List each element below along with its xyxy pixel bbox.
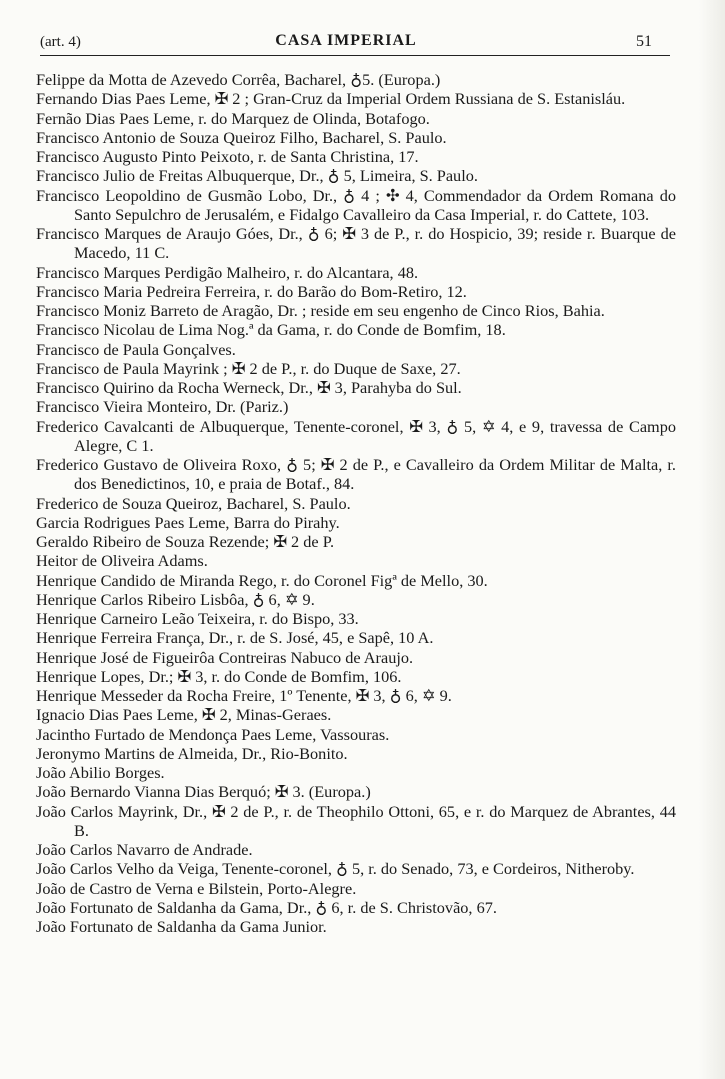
list-item: João Fortunato de Saldanha da Gama, Dr., ♁ 6, r. de S. Christovão, 67. <box>36 897 497 917</box>
list-item: João Carlos Velho da Veiga, Tenente-coronel, ♁ 5, r. do Senado, 73, e Cordeiros, Nitheroby. <box>36 859 635 879</box>
list-item: João de Castro de Verna e Bilstein, Porto-Alegre. <box>36 878 357 898</box>
list-item: Jeronymo Martins de Almeida, Dr., Rio-Bonito. <box>36 743 348 763</box>
article-reference: (art. 4) <box>40 34 81 50</box>
page-header <box>40 30 652 54</box>
list-item: João Bernardo Vianna Dias Berquó; ✠ 3. (Europa.) <box>36 782 371 802</box>
list-item: Frederico de Souza Queiroz, Bacharel, S. Paulo. <box>36 493 351 513</box>
list-item: Henrique Messeder da Rocha Freire, 1º Tenente, ✠ 3, ♁ 6, ✡ 9. <box>36 686 452 705</box>
list-item: Francisco Nicolau de Lima Nog.ª da Gama, r. do Conde de Bomfim, 18. <box>36 320 506 340</box>
list-item: Henrique Carneiro Leão Teixeira, r. do Bispo, 33. <box>36 609 359 628</box>
list-item: Francisco Marques Perdigão Malheiro, r. do Alcantara, 48. <box>36 262 419 282</box>
list-item: Francisco Marques de Araujo Góes, Dr., ♁ 6; ✠ 3 de P., r. do Hospicio, 39; reside r. Buarque de Macedo, 11 C. <box>36 224 676 263</box>
running-title: CASA IMPERIAL <box>275 32 417 49</box>
list-item: Francisco de Paula Gonçalves. <box>36 339 236 359</box>
list-item: Francisco Moniz Barreto de Aragão, Dr. ; reside em seu engenho de Cinco Rios, Bahia. <box>36 301 605 320</box>
list-item: Heitor de Oliveira Adams. <box>36 551 208 571</box>
list-item: João Carlos Navarro de Andrade. <box>36 840 253 859</box>
list-item: Francisco Quirino da Rocha Werneck, Dr., ✠ 3, Parahyba do Sul. <box>36 378 462 397</box>
list-item: Francisco Leopoldino de Gusmão Lobo, Dr., ♁ 4 ; ✣ 4, Commendador da Ordem Romana do Santo Sepulchro de Jerusalém, e Fidalgo Cavalleiro da Casa Imperial, r. do Cattete, 103. <box>36 185 676 224</box>
list-item: Frederico Cavalcanti de Albuquerque, Tenente-coronel, ✠ 3, ♁ 5, ✡ 4, e 9, travessa de Campo Alegre, C 1. <box>36 416 676 455</box>
list-item: Felippe da Motta de Azevedo Corrêa, Bacharel, ♁5. (Europa.) <box>36 70 441 89</box>
list-item: Henrique Candido de Miranda Rego, r. do Coronel Figª de Mello, 30. <box>36 570 488 590</box>
list-item: Francisco Vieira Monteiro, Dr. (Pariz.) <box>36 397 289 417</box>
list-item: Frederico Gustavo de Oliveira Roxo, ♁ 5; ✠ 2 de P., e Cavalleiro da Ordem Militar de Malta, r. dos Benedictinos, 10, e praia de Botaf., 84. <box>36 455 676 494</box>
list-item: Garcia Rodrigues Paes Leme, Barra do Pirahy. <box>36 512 340 532</box>
list-item: Fernão Dias Paes Leme, r. do Marquez de Olinda, Botafogo. <box>36 108 430 128</box>
list-item: Henrique Ferreira França, Dr., r. de S. José, 45, e Sapê, 10 A. <box>36 628 434 648</box>
list-item: Francisco Julio de Freitas Albuquerque, Dr., ♁ 5, Limeira, S. Paulo. <box>36 166 478 186</box>
page-number: 51 <box>636 33 652 50</box>
list-item: Ignacio Dias Paes Leme, ✠ 2, Minas-Geraes. <box>36 705 332 725</box>
list-item: Francisco Antonio de Souza Queiroz Filho, Bacharel, S. Paulo. <box>36 127 447 147</box>
register-list <box>36 70 676 936</box>
list-item: João Carlos Mayrink, Dr., ✠ 2 de P., r. de Theophilo Ottoni, 65, e r. do Marquez de Abrantes, 44 B. <box>36 801 676 840</box>
list-item: Francisco Maria Pedreira Ferreira, r. do Barão do Bom-Retiro, 12. <box>36 281 467 301</box>
list-item: Geraldo Ribeiro de Souza Rezende; ✠ 2 de P. <box>36 532 335 551</box>
list-item: Fernando Dias Paes Leme, ✠ 2 ; Gran-Cruz da Imperial Ordem Russiana de S. Estanisláu. <box>36 89 626 109</box>
list-item: Henrique José de Figueirôa Contreiras Nabuco de Araujo. <box>36 647 414 667</box>
list-item: Francisco de Paula Mayrink ; ✠ 2 de P., r. do Duque de Saxe, 27. <box>36 358 461 378</box>
list-item: Francisco Augusto Pinto Peixoto, r. de Santa Christina, 17. <box>36 147 419 166</box>
header-rule <box>40 55 670 56</box>
list-item: Jacintho Furtado de Mendonça Paes Leme, Vassouras. <box>36 724 390 744</box>
list-item: João Fortunato de Saldanha da Gama Junior. <box>36 917 327 936</box>
list-item: Henrique Lopes, Dr.; ✠ 3, r. do Conde de Bomfim, 106. <box>36 666 402 686</box>
page-edge-shadow <box>699 0 725 1079</box>
list-item: João Abilio Borges. <box>36 763 165 782</box>
list-item: Henrique Carlos Ribeiro Lisbôa, ♁ 6, ✡ 9. <box>36 589 315 609</box>
